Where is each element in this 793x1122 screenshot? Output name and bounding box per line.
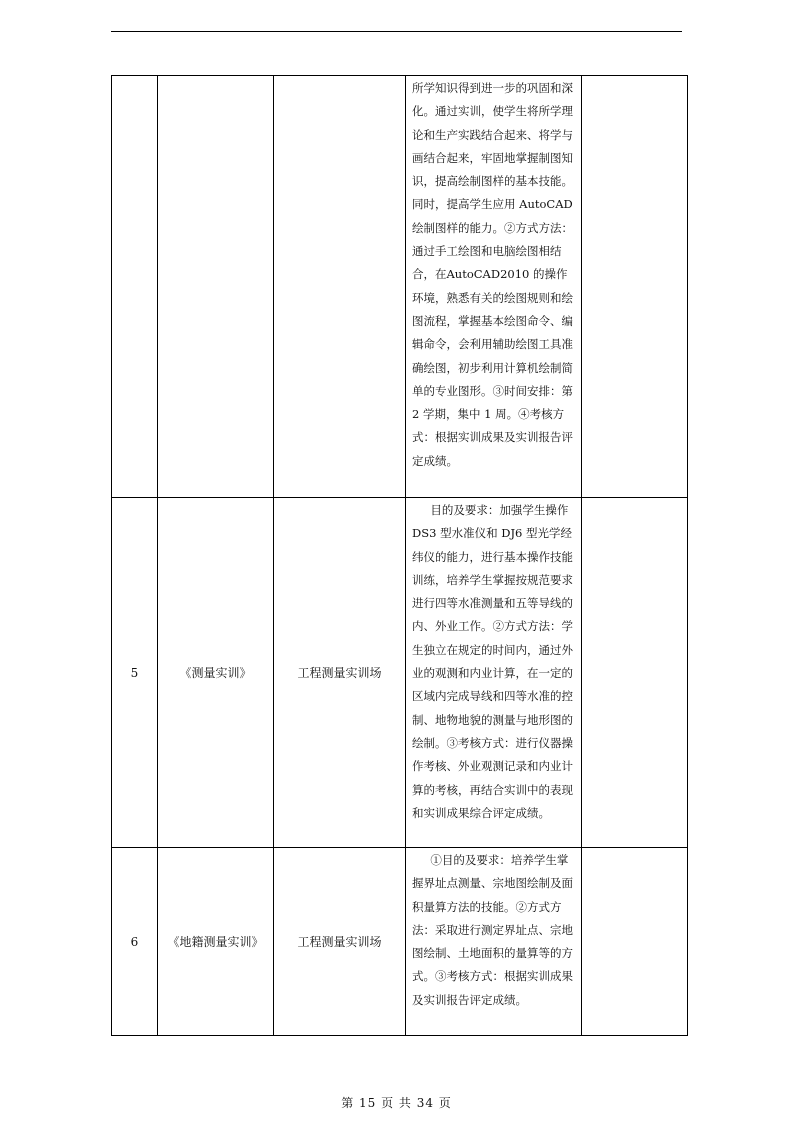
course-name-cell: 《地籍测量实训》 [158, 848, 274, 1036]
course-table [111, 75, 688, 1036]
row-number-cell: 6 [112, 848, 158, 1036]
course-name-cell: 《测量实训》 [158, 498, 274, 848]
training-site-cell: 工程测量实训场 [274, 498, 406, 848]
table-row [112, 76, 688, 498]
description-cell [406, 76, 582, 498]
description-text: ①目的及要求：培养学生掌握界址点测量、宗地图绘制及面积量算方法的技能。②方式方法：采取进行测定界址点、宗地图绘制、土地面积的量算等的方式。③考核方式：根据实训成果及实训报告评定成绩。 [412, 853, 573, 1007]
table-row [112, 848, 688, 1036]
course-name-cell [158, 76, 274, 498]
description-text: 目的及要求：加强学生操作 DS3 型水准仪和 DJ6 型光学经纬仪的能力，进行基本操作技能训练，培养学生掌握按规范要求进行四等水准测量和五等导线的内、外业工作。②方式方法：学生独立在规定的时间内，通过外业的观测和内业计算，在一定的区域内完成导线和四等水准的控制、地物地貌的测量与地形图的绘制。③考核方式：进行仪器操作考核、外业观测记录和内业计算的考核，再结合实训中的表现和实训成果综合评定成绩。 [412, 503, 573, 820]
page-footer [0, 1094, 793, 1111]
training-site-cell [274, 76, 406, 498]
remarks-cell [582, 498, 688, 848]
description-cell [406, 498, 582, 848]
training-site-cell: 工程测量实训场 [274, 848, 406, 1036]
row-number-cell [112, 76, 158, 498]
table-row [112, 498, 688, 848]
header-rule [111, 31, 682, 32]
page-number-label: 第 15 页 共 34 页 [341, 1096, 452, 1110]
remarks-cell [582, 76, 688, 498]
description-cell [406, 848, 582, 1036]
row-number-cell: 5 [112, 498, 158, 848]
description-text: 所学知识得到进一步的巩固和深化。通过实训，使学生将所学理论和生产实践结合起来、将学与画结合起来，牢固地掌握制图知识，提高绘制图样的基本技能。同时，提高学生应用 AutoCAD 绘制图样的能力。②方式方法：通过手工绘图和电脑绘图相结合，在AutoCAD2010 的操作环境，熟悉有关的绘图规则和绘图流程，掌握基本绘图命令、编辑命令，会利用辅助绘图工具准确绘图，初步利用计算机绘制简单的专业图形。③时间安排：第 2 学期，集中 1 周。④考核方式：根据实训成果及实训报告评定成绩。 [412, 81, 573, 468]
remarks-cell [582, 848, 688, 1036]
